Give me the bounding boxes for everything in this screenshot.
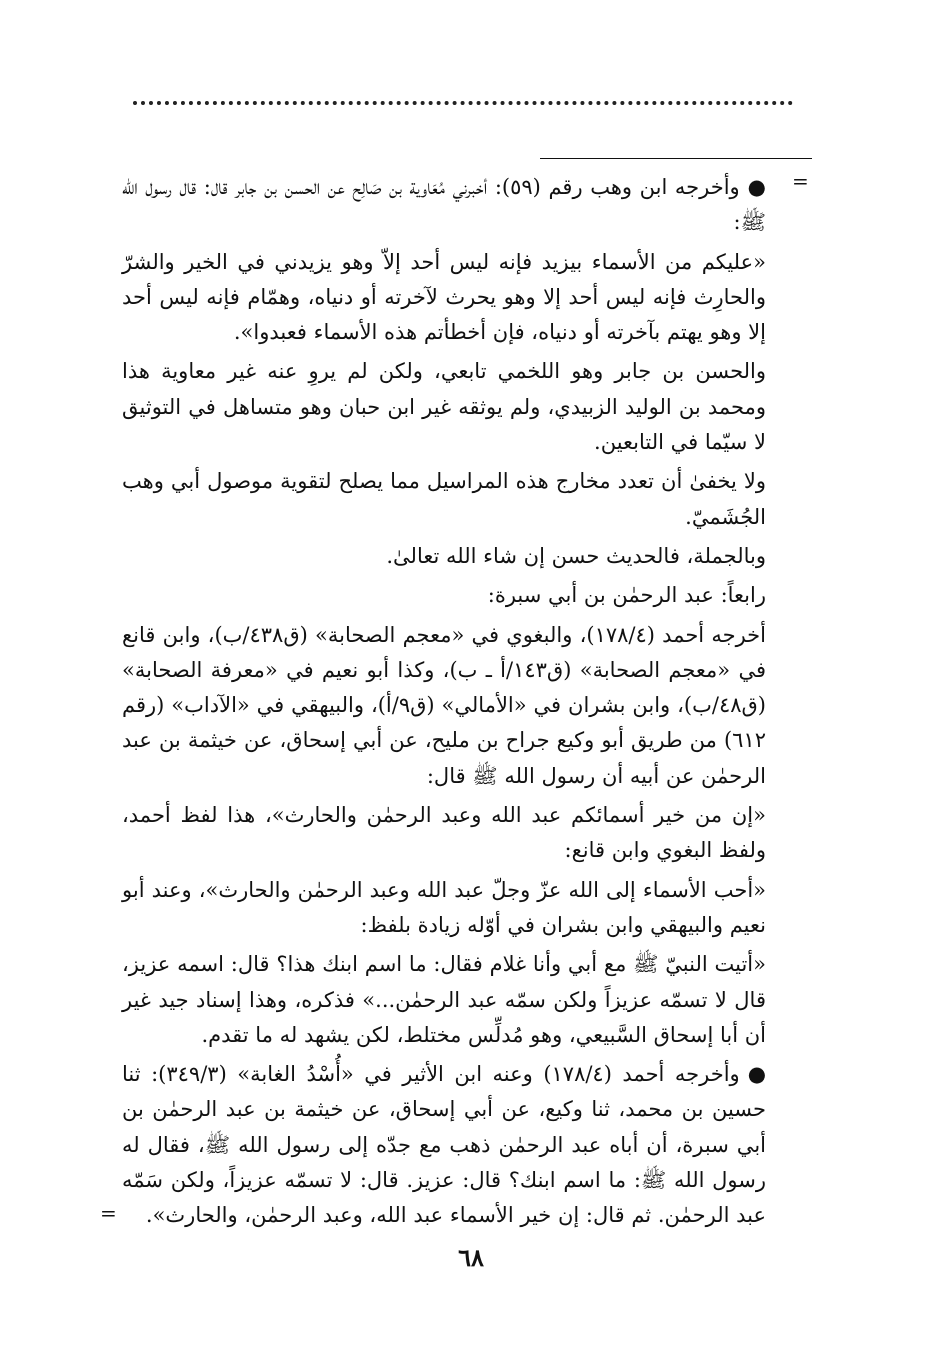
paragraph-9 <box>122 873 766 944</box>
paragraph-11 <box>122 1057 766 1233</box>
paragraph-text: رابعاً: عبد الرحمٰن بن أبي سبرة: <box>487 583 766 608</box>
paragraph-text: والحسن بن جابر وهو اللخمي تابعي، ولكن لم يروِ عنه غير معاوية هذا ومحمد بن الوليد الزبيدي، ولم يوثقه غير ابن حبان وهو متساهل في التوثيق لا سيّما في التابعين. <box>122 359 766 455</box>
bullet-icon: ● <box>747 175 766 199</box>
paragraph-text: أخرجه أحمد (١٧٨/٤)، والبغوي في «معجم الصحابة» (ق٤٣٨/ب)، وابن قانع في «معجم الصحابة» (ق١٤٣/أ ـ ب)، وكذا أبو نعيم في «معرفة الصحابة» (ق٤٨/ب)، وابن بشران في «الأمالي» (ق٩/أ)، والبيهقي في «الآداب» (رقم ٦١٢) من طريق أبو وكيع جراح بن مليح، عن أبي إسحاق، عن خيثمة بن عبد الرحمٰن عن أبيه أن رسول الله ﷺ قال: <box>122 622 766 788</box>
paragraph-5 <box>122 539 766 574</box>
paragraph-text: «إن من خير أسمائكم عبد الله وعبد الرحمٰن والحارث»، هذا لفظ أحمد، ولفظ البغوي وابن قانع: <box>122 803 766 863</box>
paragraph-text: وأخرجه أحمد (١٧٨/٤) وعنه ابن الأثير في «أُسْدُ الغابة» (٣٤٩/٣): ثنا حسين بن محمد، ثنا وكيع، عن أبي إسحاق، عن خيثمة بن عبد الرحمٰن بن أبي سبرة، أن أباه عبد الرحمٰن ذهب مع جدّه إلى رسول الله ﷺ، فقال له رسول الله ﷺ: ما اسم ابنك؟ قال: عزيز. قال: لا تسمّه عزيزاً، ولكن سَمّه عبد الرحمٰن. ثم قال: إن خير الأسماء عبد الله، وعبد الرحمٰن، والحارث». <box>122 1062 766 1228</box>
paragraph-4 <box>122 464 766 535</box>
paragraph-2 <box>122 245 766 351</box>
footnote-continuation-mark-top: = <box>792 169 809 193</box>
footnote-continuation-mark-bottom: = <box>100 1201 117 1225</box>
paragraph-text: «أتيت النبيّ ﷺ مع أبي وأنا غلام فقال: ما اسم ابنك هذا؟ قال: اسمه عزيز، قال لا تسمّه عزيزاً ولكن سمّه عبد الرحمٰن...» فذكره، وهذا إسناد جيد غير أن أبا إسحاق السَّبيعي، وهو مُدلِّس مختلط، لكن يشهد له ما تقدم. <box>122 952 766 1047</box>
paragraph-8 <box>122 798 766 869</box>
paragraph-text: ولا يخفىٰ أن تعدد مخارج هذه المراسيل مما يصلح لتقوية موصول أبي وهب الجُشَميّ. <box>122 469 766 529</box>
page-number: ٦٨ <box>458 1243 484 1272</box>
paragraph-text: «عليكم من الأسماء بيزيد فإنه ليس أحد إلاّ وهو يزيدني في الخير والشرّ والحارِث فإنه ليس أحد إلا وهو يحرث لآخرته أو دنياه، وهمّام فإنه ليس أحد إلا وهو يهتم بآخرته أو دنياه، فإن أخطأتم هذه الأسماء فعبدوا». <box>122 249 766 345</box>
paragraph-1 <box>122 170 766 241</box>
paragraph-6 <box>122 578 766 613</box>
bullet-icon: ● <box>747 1062 767 1087</box>
paragraph-text: وبالجملة، فالحديث حسن إن شاء الله تعالىٰ. <box>386 543 766 568</box>
paragraph-3 <box>122 354 766 460</box>
paragraph-text: وأخرجه ابن وهب رقم (٥٩): أخبرني مُعَاوية بن صَالِح عن الحسن بن جابر قال: قال رسول الله ﷺ: <box>122 175 766 235</box>
header-dotted-separator <box>133 101 793 105</box>
footnote-text <box>122 170 766 1238</box>
footnote-rule <box>540 158 812 159</box>
paragraph-10 <box>122 947 766 1053</box>
paragraph-7 <box>122 618 766 794</box>
paragraph-text: «أحب الأسماء إلى الله عزّ وجلّ عبد الله وعبد الرحمٰن والحارث»، وعند أبو نعيم والبيهقي وابن بشران في أوّله زيادة بلفظ: <box>122 877 766 937</box>
